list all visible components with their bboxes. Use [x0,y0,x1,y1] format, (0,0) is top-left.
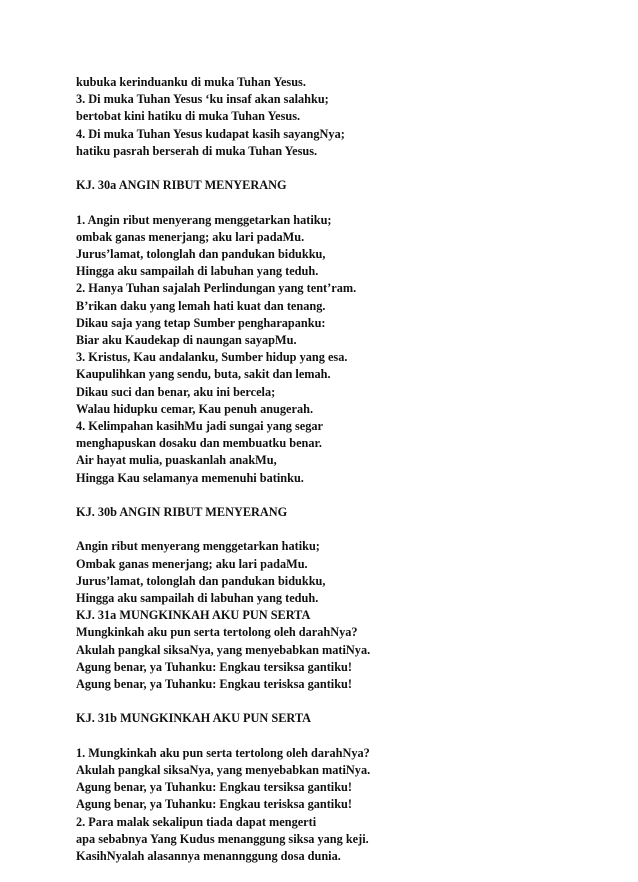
text-line: Agung benar, ya Tuhanku: Engkau terisksa gantiku! [76,677,352,692]
text-line: 4. Di muka Tuhan Yesus kudapat kasih sayangNya; [76,126,345,141]
text-line: Hingga Kau selamanya memenuhi batinku. [76,470,304,485]
text-line: 1. Mungkinkah aku pun serta tertolong oleh darahNya? [76,745,370,760]
verse-block-kj30a [76,212,576,487]
text-line: 2. Para malak sekalipun tiada dapat mengerti [76,814,317,829]
text-line: Jurus’lamat, tolonglah dan pandukan bidukku, [76,247,326,261]
text-line: KJ. 31a MUNGKINKAH AKU PUN SERTA [76,608,311,623]
text-line: KasihNyalah alasannya menannggung dosa dunia. [76,849,341,864]
heading-text: KJ. 31b MUNGKINKAH AKU PUN SERTA [76,711,312,726]
text-line: Agung benar, ya Tuhanku: Engkau tersiksa gantiku! [76,780,352,795]
text-line: Mungkinkah aku pun serta tertolong oleh darahNya? [76,625,358,640]
text-line: Walau hidupku cemar, Kau penuh anugerah. [76,401,314,416]
verse-block-kj31b [76,745,576,865]
text-line: Akulah pangkal siksaNya, yang menyebabkan matiNya. [76,763,371,778]
text-line: 1. Angin ribut menyerang menggetarkan hatiku; [76,212,332,227]
text-line: Dikau saja yang tetap Sumber pengharapanku: [76,315,326,330]
heading-text: KJ. 30b ANGIN RIBUT MENYERANG [76,505,288,520]
text-line: 2. Hanya Tuhan sajalah Perlindungan yang tent’ram. [76,281,357,296]
verse-block-kj30b [76,538,576,693]
text-line: Agung benar, ya Tuhanku: Engkau terisksa gantiku! [76,797,352,812]
text-line: kubuka kerinduanku di muka Tuhan Yesus. [76,75,306,89]
text-line: hatiku pasrah berserah di muka Tuhan Yesus. [76,143,318,158]
section-heading-kj30b [76,504,576,521]
text-line: Dikau suci dan benar, aku ini bercela; [76,384,276,399]
text-line: Hingga aku sampailah di labuhan yang teduh. [76,264,319,279]
text-line: Angin ribut menyerang menggetarkan hatiku; [76,539,320,554]
text-line: ombak ganas menerjang; aku lari padaMu. [76,229,305,244]
heading-text: KJ. 30a ANGIN RIBUT MENYERANG [76,178,287,193]
text-line: Agung benar, ya Tuhanku: Engkau tersiksa gantiku! [76,659,352,674]
verse-block-intro [76,74,576,160]
text-line: bertobat kini hatiku di muka Tuhan Yesus. [76,109,301,124]
text-line: Jurus’lamat, tolonglah dan pandukan bidukku, [76,573,326,588]
text-line: Akulah pangkal siksaNya, yang menyebabkan matiNya. [76,642,371,657]
text-line: B’rikan daku yang lemah hati kuat dan tenang. [76,298,326,313]
text-line: Biar aku Kaudekap di naungan sayapMu. [76,333,297,348]
text-line: menghapuskan dosaku dan membuatku benar. [76,436,322,451]
text-line: 3. Di muka Tuhan Yesus ‘ku insaf akan salahku; [76,92,329,107]
document-page [76,74,576,882]
text-line: Kaupulihkan yang sendu, buta, sakit dan lemah. [76,367,331,382]
text-line: apa sebabnya Yang Kudus menanggung siksa yang keji. [76,831,369,846]
text-line: Air hayat mulia, puaskanlah anakMu, [76,453,277,468]
text-line: 3. Kristus, Kau andalanku, Sumber hidup yang esa. [76,350,348,365]
text-line: Ombak ganas menerjang; aku lari padaMu. [76,556,308,571]
section-heading-kj31b [76,710,576,727]
section-heading-kj30a [76,177,576,194]
text-line: 4. Kelimpahan kasihMu jadi sungai yang segar [76,419,324,434]
text-line: Hingga aku sampailah di labuhan yang teduh. [76,591,319,606]
